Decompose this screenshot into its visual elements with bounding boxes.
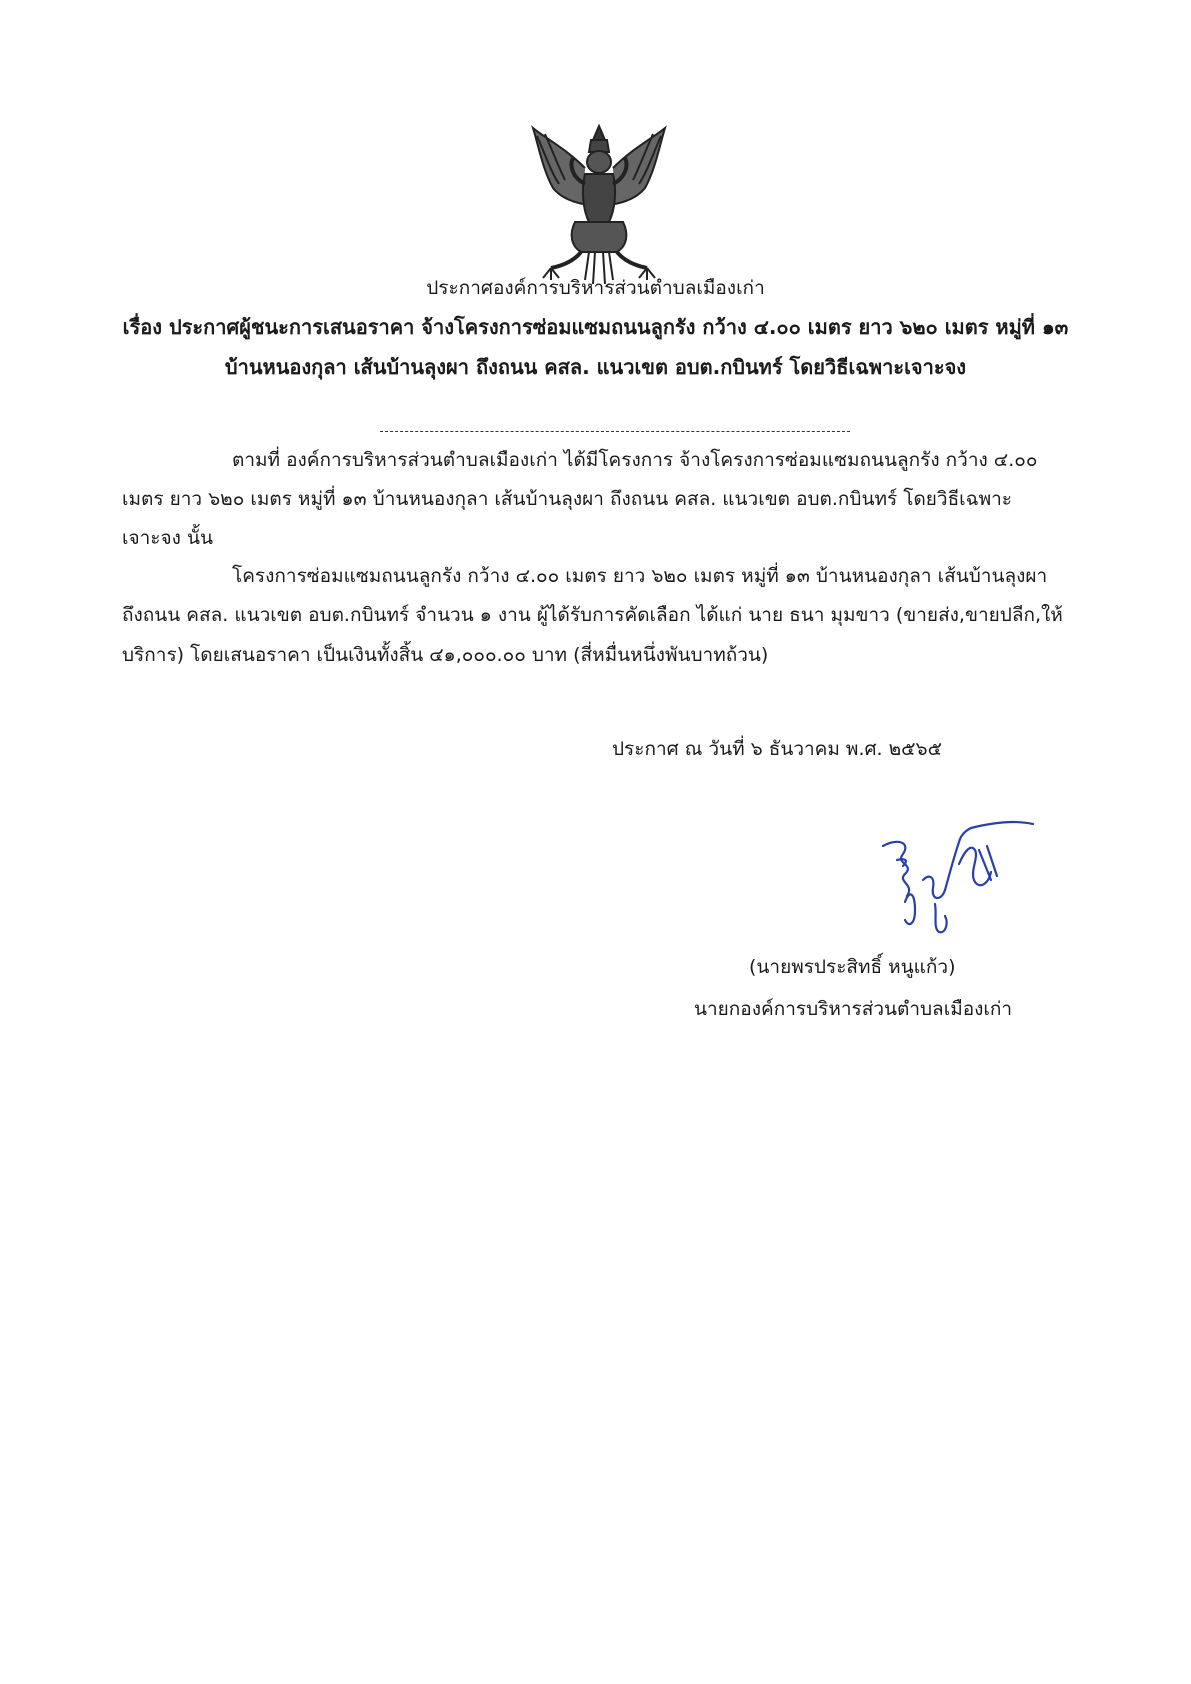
- paragraph-2-line-3: บริการ) โดยเสนอราคา เป็นเงินทั้งสิ้น ๔๑,๐๐๐.๐๐ บาท (สี่หมื่นหนึ่งพันบาทถ้วน): [122, 644, 769, 666]
- announcement-date: ประกาศ ณ วันที่ ๖ ธันวาคม พ.ศ. ๒๕๖๕: [612, 738, 942, 760]
- announcement-title: ประกาศองค์การบริหารส่วนตำบลเมืองเก่า: [426, 277, 765, 299]
- signer-name: (นายพรประสิทธิ์ หนูแก้ว): [749, 956, 956, 978]
- paragraph-2-line-1: โครงการซ่อมแซมถนนลูกรัง กว้าง ๔.๐๐ เมตร ยาว ๖๒๐ เมตร หมู่ที่ ๑๓ บ้านหนองกุลา เส้นบ้านลุงผา: [232, 565, 1048, 587]
- signer-position: นายกองค์การบริหารส่วนตำบลเมืองเก่า: [694, 998, 1013, 1020]
- paragraph-1-line-3: เจาะจง นั้น: [122, 527, 213, 549]
- divider-line: [380, 431, 850, 432]
- paragraph-1-line-1: ตามที่ องค์การบริหารส่วนตำบลเมืองเก่า ได้มีโครงการ จ้างโครงการซ่อมแซมถนนลูกรัง กว้าง ๔.๐๐: [232, 449, 1038, 471]
- garuda-emblem-icon: [525, 118, 673, 290]
- handwritten-signature: [875, 820, 1035, 940]
- paragraph-1-line-2: เมตร ยาว ๖๒๐ เมตร หมู่ที่ ๑๓ บ้านหนองกุลา เส้นบ้านลุงผา ถึงถนน คสล. แนวเขต อบต.กบินทร์ โดยวิธีเฉพาะ: [122, 488, 1013, 510]
- subject-line-2: บ้านหนองกุลา เส้นบ้านลุงผา ถึงถนน คสล. แนวเขต อบต.กบินทร์ โดยวิธีเฉพาะเจาะจง: [224, 355, 967, 379]
- subject-line-1: เรื่อง ประกาศผู้ชนะการเสนอราคา จ้างโครงการซ่อมแซมถนนลูกรัง กว้าง ๔.๐๐ เมตร ยาว ๖๒๐ เมตร หมู่ที่ ๑๓: [122, 315, 1069, 339]
- paragraph-2-line-2: ถึงถนน คสล. แนวเขต อบต.กบินทร์ จำนวน ๑ งาน ผู้ได้รับการคัดเลือก ได้แก่ นาย ธนา มุมขาว (ขายส่ง,ขายปลีก,ให้: [122, 604, 1063, 626]
